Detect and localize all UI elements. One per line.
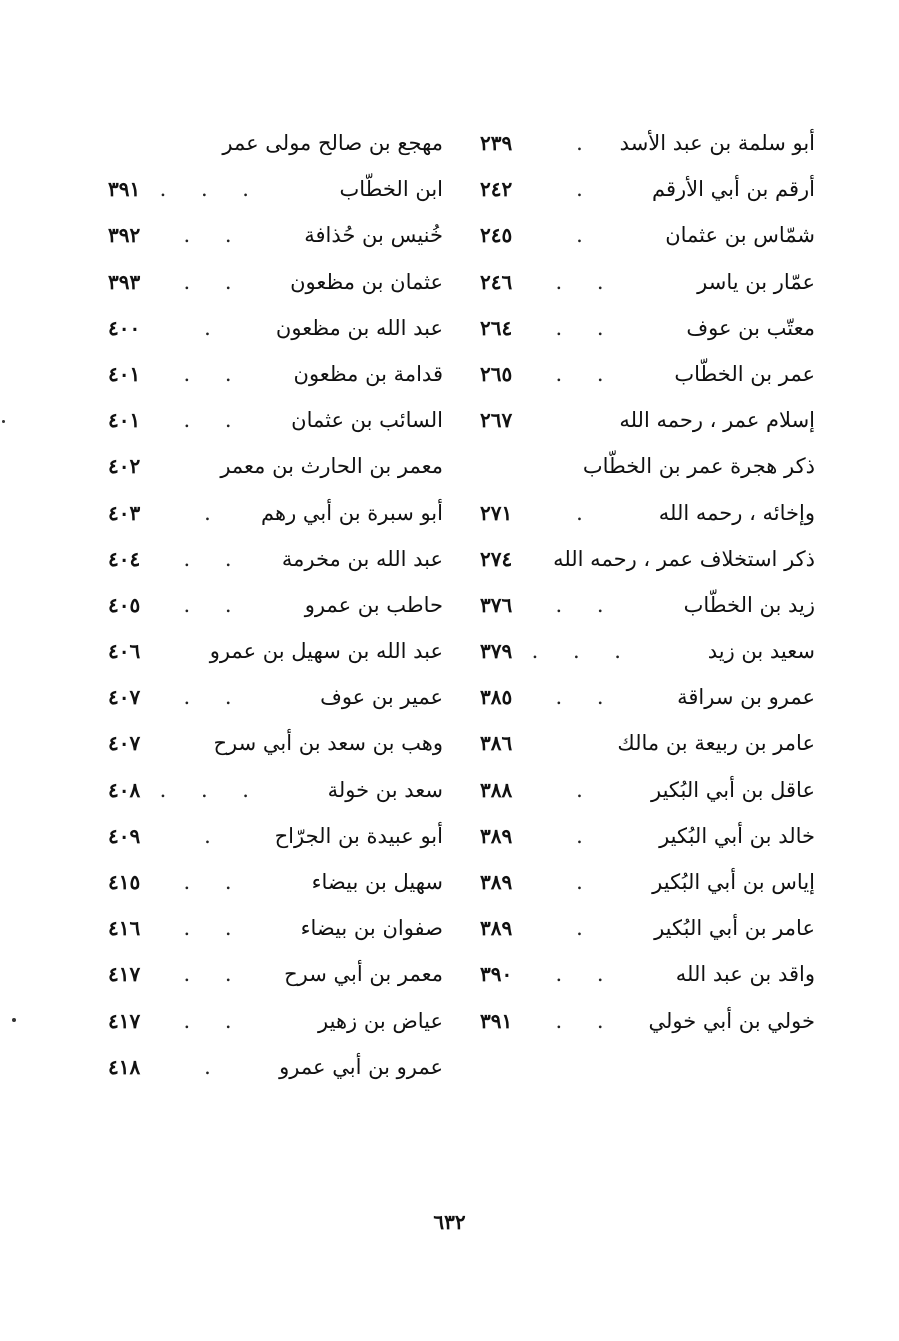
page-number: ٦٣٢ <box>433 1210 466 1234</box>
index-entry <box>108 305 443 351</box>
margin-speck <box>2 420 5 423</box>
index-entry <box>108 443 443 489</box>
index-entry <box>108 166 443 212</box>
index-column-left <box>108 120 443 1090</box>
index-entry <box>480 859 815 905</box>
index-entry <box>480 120 815 166</box>
entry-name: معمر بن أبي سرح <box>284 962 443 987</box>
index-entry <box>480 351 815 397</box>
index-entry <box>108 120 443 166</box>
entry-name: خُنيس بن حُذافة <box>304 223 443 248</box>
index-entry <box>480 998 815 1044</box>
entry-page-number: ٣٩١ <box>480 1008 513 1033</box>
index-column-right <box>480 120 815 1044</box>
entry-page-number: ٤٠٧ <box>108 731 141 756</box>
entry-page-number: ٤٠٦ <box>108 639 141 664</box>
entry-page-number: ٢٣٩ <box>480 131 513 155</box>
index-entry <box>108 905 443 951</box>
entry-name: خالد بن أبي البُكير <box>659 823 815 848</box>
entry-name: زيد بن الخطّاب <box>683 592 815 617</box>
entry-page-number: ٤٠٥ <box>108 592 141 617</box>
entry-page-number: ٤١٨ <box>108 1054 141 1079</box>
entry-page-number: ٣٧٩ <box>480 639 513 664</box>
entry-page-number: ٤٠٣ <box>108 500 141 525</box>
entry-name: ذكر استخلاف عمر ، رحمه الله <box>553 546 815 571</box>
entry-name: سهيل بن بيضاء <box>311 870 443 894</box>
leader-dots: . . <box>183 408 246 433</box>
entry-page-number: ٢٤٥ <box>480 223 513 248</box>
leader-dots: . <box>204 500 225 525</box>
leader-dots: . . <box>183 223 246 248</box>
index-entry <box>108 674 443 720</box>
entry-name: ذكر هجرة عمر بن الخطّاب <box>582 454 815 479</box>
index-entry <box>480 397 815 443</box>
entry-name: عثمان بن مظعون <box>290 269 443 294</box>
entry-page-number: ٤٠١ <box>108 408 141 433</box>
entry-page-number: ٣٨٨ <box>480 777 513 802</box>
leader-dots: . . <box>555 685 618 710</box>
entry-page-number: ٣٨٩ <box>480 823 513 848</box>
entry-page-number: ٤٠١ <box>108 361 141 386</box>
index-entry <box>108 259 443 305</box>
index-entry <box>480 720 815 766</box>
entry-page-number: ٤١٧ <box>108 1008 141 1033</box>
index-entry <box>108 859 443 905</box>
leader-dots: . <box>576 777 597 802</box>
index-entry <box>108 351 443 397</box>
index-entry <box>108 767 443 813</box>
entry-name: أرقم بن أبي الأرقم <box>652 177 815 202</box>
entry-page-number: ٣٩٢ <box>108 223 141 248</box>
index-entry <box>480 490 815 536</box>
entry-page-number: ٢٤٢ <box>480 177 513 202</box>
index-entry <box>480 536 815 582</box>
leader-dots: . . <box>183 870 246 894</box>
entry-page-number: ٣٨٦ <box>480 731 513 756</box>
index-entry <box>108 998 443 1044</box>
entry-name: مهجع بن صالح مولى عمر <box>222 131 443 155</box>
entry-page-number: ٢٧١ <box>480 500 513 525</box>
entry-name: عمرو بن أبي عمرو <box>279 1054 443 1079</box>
entry-page-number: ٤٠٧ <box>108 685 141 710</box>
index-entry <box>480 813 815 859</box>
leader-dots: . . . <box>159 177 263 202</box>
entry-page-number: ٣٧٦ <box>480 592 513 617</box>
entry-name: سعد بن خولة <box>327 777 443 802</box>
entry-name: عبد الله بن مخرمة <box>281 546 443 571</box>
entry-name: عمير بن عوف <box>320 685 443 710</box>
leader-dots: . . <box>183 269 246 294</box>
entry-page-number: ٢٦٤ <box>480 315 513 340</box>
entry-name: عبد الله بن مظعون <box>275 315 443 340</box>
entry-page-number: ٣٩١ <box>108 177 141 202</box>
leader-dots: . . <box>183 361 246 386</box>
entry-name: عياض بن زهير <box>318 1008 443 1033</box>
entry-page-number: ٣٨٩ <box>480 916 513 941</box>
leader-dots: . . <box>555 361 618 386</box>
entry-name: وإخائه ، رحمه الله <box>658 500 815 525</box>
leader-dots: . . <box>183 546 246 571</box>
entry-name: أبو سلمة بن عبد الأسد <box>619 131 815 155</box>
leader-dots: . <box>576 870 597 894</box>
leader-dots: . . <box>555 315 618 340</box>
entry-name: أبو عبيدة بن الجرّاح <box>274 823 443 848</box>
index-entry <box>108 628 443 674</box>
entry-name: السائب بن عثمان <box>291 408 443 433</box>
entry-page-number: ٣٩٣ <box>108 269 141 294</box>
entry-page-number: ٢٦٥ <box>480 361 513 386</box>
margin-speck <box>12 1018 16 1022</box>
index-entry <box>480 582 815 628</box>
index-entry <box>108 490 443 536</box>
leader-dots: . . <box>183 592 246 617</box>
index-entry <box>108 397 443 443</box>
leader-dots: . <box>204 315 225 340</box>
entry-name: عاقل بن أبي البُكير <box>650 777 815 802</box>
entry-name: عمّار بن ياسر <box>697 269 815 294</box>
entry-page-number: ٤٠٢ <box>108 454 141 479</box>
index-entry <box>480 212 815 258</box>
index-entry <box>108 582 443 628</box>
index-entry <box>480 166 815 212</box>
leader-dots: . . . <box>159 777 263 802</box>
entry-name: خولي بن أبي خولي <box>648 1008 815 1033</box>
entry-name: عمرو بن سراقة <box>677 685 815 710</box>
leader-dots: . <box>204 823 225 848</box>
entry-page-number: ٤١٧ <box>108 962 141 987</box>
index-entry <box>108 1044 443 1090</box>
index-entry <box>480 905 815 951</box>
entry-page-number: ٣٨٩ <box>480 870 513 894</box>
entry-name: عامر بن أبي البُكير <box>654 916 815 941</box>
leader-dots: . <box>576 131 597 155</box>
entry-name: واقد بن عبد الله <box>675 962 815 987</box>
entry-page-number: ٣٩٠ <box>480 962 513 987</box>
entry-page-number: ٤٠٩ <box>108 823 141 848</box>
entry-page-number: ٤١٥ <box>108 870 141 894</box>
leader-dots: . <box>576 823 597 848</box>
leader-dots: . <box>576 916 597 941</box>
entry-name: ابن الخطّاب <box>339 177 443 202</box>
entry-name: قدامة بن مظعون <box>293 361 443 386</box>
index-entry <box>480 767 815 813</box>
leader-dots: . <box>204 1054 225 1079</box>
entry-name: عمر بن الخطّاب <box>674 361 815 386</box>
index-entry <box>108 951 443 997</box>
entry-page-number: ٢٦٧ <box>480 408 513 433</box>
entry-name: معمر بن الحارث بن معمر <box>220 454 443 479</box>
entry-name: عامر بن ربيعة بن مالك <box>617 731 815 756</box>
leader-dots: . <box>576 177 597 202</box>
entry-page-number: ٢٤٦ <box>480 269 513 294</box>
leader-dots: . . <box>555 1008 618 1033</box>
index-entry <box>480 443 815 489</box>
leader-dots: . <box>576 500 597 525</box>
entry-name: حاطب بن عمرو <box>304 592 443 617</box>
leader-dots: . . <box>555 962 618 987</box>
entry-name: شمّاس بن عثمان <box>665 223 815 248</box>
index-entry <box>108 720 443 766</box>
index-entry <box>480 628 815 674</box>
index-entry <box>108 536 443 582</box>
leader-dots: . . . <box>531 639 635 664</box>
index-entry <box>108 813 443 859</box>
entry-name: إياس بن أبي البُكير <box>652 870 815 894</box>
entry-name: صفوان بن بيضاء <box>300 916 443 941</box>
entry-page-number: ٣٨٥ <box>480 685 513 710</box>
entry-name: وهب بن سعد بن أبي سرح <box>213 731 443 756</box>
entry-page-number: ٤٠٠ <box>108 315 141 340</box>
entry-name: معتّب بن عوف <box>686 315 815 340</box>
entry-page-number: ٤١٦ <box>108 916 141 941</box>
leader-dots: . . <box>183 685 246 710</box>
entry-name: سعيد بن زيد <box>707 639 815 664</box>
leader-dots: . . <box>555 592 618 617</box>
entry-page-number: ٤٠٨ <box>108 777 141 802</box>
index-entry <box>480 305 815 351</box>
index-entry <box>108 212 443 258</box>
index-entry <box>480 951 815 997</box>
leader-dots: . <box>576 223 597 248</box>
entry-page-number: ٢٧٤ <box>480 546 513 571</box>
leader-dots: . . <box>183 916 246 941</box>
leader-dots: . . <box>183 1008 246 1033</box>
leader-dots: . . <box>555 269 618 294</box>
index-entry <box>480 674 815 720</box>
entry-page-number: ٤٠٤ <box>108 546 141 571</box>
entry-name: إسلام عمر ، رحمه الله <box>619 408 815 433</box>
entry-name: أبو سبرة بن أبي رهم <box>261 500 443 525</box>
leader-dots: . . <box>183 962 246 987</box>
index-entry <box>480 259 815 305</box>
entry-name: عبد الله بن سهيل بن عمرو <box>209 639 443 664</box>
